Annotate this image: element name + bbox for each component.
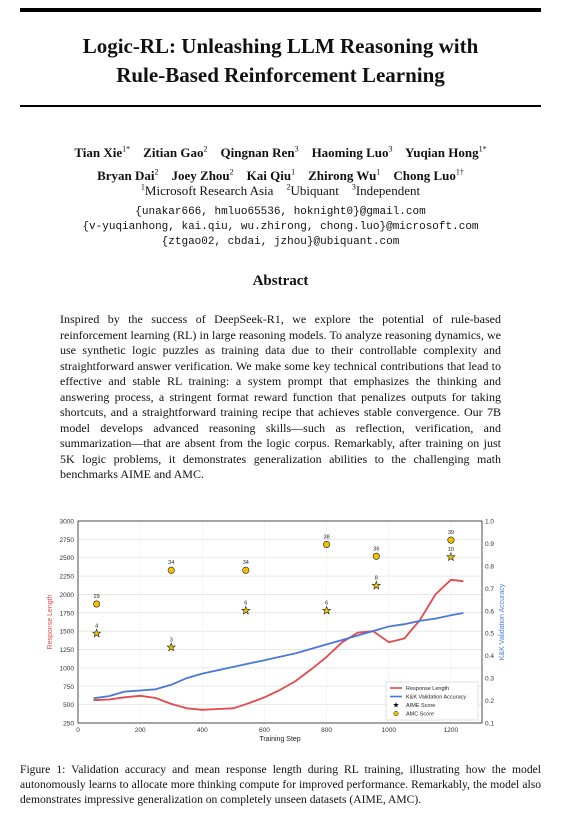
training-chart [0, 510, 561, 750]
y-tick-label-right: 0.8 [485, 563, 495, 571]
y-tick-label-left: 1250 [59, 647, 74, 655]
y-tick-label-right: 0.6 [485, 608, 495, 616]
y-tick-label-right: 0.7 [485, 585, 495, 593]
author: Bryan Dai$^2$ [97, 167, 159, 183]
y-tick-label-left: 250 [63, 720, 74, 728]
y-tick-label-right: 0.3 [485, 675, 495, 683]
y-tick-label-right: 0.4 [485, 653, 495, 661]
y-tick-label-left: 1500 [59, 628, 74, 636]
amc-marker [243, 567, 249, 573]
y-tick-label-right: 0.1 [485, 720, 495, 728]
legend-swatch [394, 711, 399, 716]
abstract-text: Inspired by the success of DeepSeek-R1, we explore the potential of rule-based reinforcement learning (RL) in large reasoning models. To analyze reasoning dynamics, we use synthetic logic puzzles as training data due to their controllable complexity and straightforward answer verification. We make some key technical contributions that lead to effective and stable RL training: a system prompt that emphasizes the thinking and answering process, a stringent format reward function that penalizes outputs for taking shortcuts, and a straightforward training recipe that achieves stable convergence. Our 7B model develops advanced reasoning skills—such as reflection, verification, and summarization—that are absent from the logic corpus. Remarkably, after training on just 5K logic problems, it demonstrates generalization abilities to the challenging math benchmarks AIME and AMC. [60, 312, 501, 481]
score-label: 36 [373, 546, 380, 553]
affiliation: $^3$Independent [351, 183, 421, 199]
y-tick-label-left: 1750 [59, 610, 74, 618]
score-label: 38 [323, 534, 330, 541]
author: Haoming Luo$^3$ [311, 145, 393, 161]
y-axis-label-right: K&K Validation Accuracy [499, 583, 506, 661]
y-tick-label-left: 750 [63, 683, 74, 691]
legend-label: AIME Score [406, 703, 436, 709]
author: Chong Luo$^{1\dagger}$ [393, 167, 464, 183]
score-label: 34 [242, 560, 249, 567]
author-list [0, 140, 561, 185]
y-tick-label-left: 500 [63, 702, 74, 710]
figure-caption: Figure 1: Validation accuracy and mean response length during RL training, illustrating how the model autonomously learns to allocate more thinking compute for improved performance. Remarkably, the model also demonstrates impressive generalization on completely unseen datasets (AIME, AMC). [20, 763, 541, 806]
email-list [0, 205, 561, 250]
score-label: 3 [169, 637, 173, 644]
score-label: 29 [93, 594, 100, 601]
y-tick-label-left: 3000 [59, 518, 74, 526]
score-label: 6 [244, 600, 248, 607]
y-tick-label-right: 0.5 [485, 630, 495, 638]
authors-line-1 [0, 140, 561, 162]
score-label: 4 [95, 623, 99, 630]
amc-marker [168, 567, 174, 573]
y-axis-label-left: Response Length [47, 594, 54, 650]
y-tick-label-left: 1000 [59, 665, 74, 673]
x-tick-label: 600 [259, 727, 270, 734]
email-line: {unakar666, hmluo65536, hoknight0}@gmail.com [135, 206, 426, 218]
x-tick-label: 0 [76, 727, 80, 734]
author: Joey Zhou$^2$ [171, 167, 234, 183]
figure-1 [0, 510, 561, 750]
score-label: 39 [447, 530, 454, 537]
legend-label: K&K Validation Accuracy [406, 694, 467, 701]
abstract-heading: Abstract [252, 273, 309, 289]
x-tick-label: 800 [321, 727, 333, 734]
score-label: 8 [374, 575, 378, 582]
y-tick-label-left: 2250 [59, 573, 74, 581]
y-tick-label-left: 2500 [59, 555, 74, 563]
y-tick-label-right: 0.9 [485, 540, 495, 548]
aime-marker [372, 581, 380, 589]
affiliation: $^2$Ubiquant [286, 183, 339, 199]
author: Qingnan Ren$^3$ [220, 145, 299, 161]
author: Tian Xie$^{1*}$ [74, 145, 131, 161]
x-tick-label: 1200 [443, 727, 459, 734]
score-label: 34 [168, 560, 175, 567]
top-rule [20, 8, 541, 12]
y-tick-label-left: 2750 [59, 536, 74, 544]
score-label: 6 [325, 600, 329, 607]
x-tick-label: 400 [196, 727, 208, 734]
email-line: {v-yuqianhong, kai.qiu, wu.zhirong, chong.luo}@microsoft.com [82, 221, 479, 233]
email-line: {ztgao02, cbdai, jzhou}@ubiquant.com [161, 236, 400, 248]
author: Kai Qiu$^1$ [246, 167, 296, 183]
author: Zitian Gao$^2$ [143, 145, 208, 161]
paper-title [20, 32, 541, 90]
x-tick-label: 1000 [381, 727, 397, 734]
amc-marker [323, 541, 329, 547]
amc-marker [373, 553, 379, 559]
aime-marker [93, 629, 101, 637]
y-tick-label-left: 2000 [59, 591, 74, 599]
affiliations [0, 180, 561, 199]
y-tick-label-right: 1.0 [485, 518, 495, 526]
author: Yuqian Hong$^{1*}$ [405, 145, 487, 161]
title-rule [20, 105, 541, 107]
title-line-1: Logic-RL: Unleashing LLM Reasoning with [82, 34, 479, 58]
amc-marker [448, 537, 454, 543]
x-tick-label: 200 [134, 727, 146, 734]
affiliation: $^1$Microsoft Research Asia [140, 183, 274, 199]
y-tick-label-right: 0.2 [485, 698, 495, 706]
amc-marker [93, 601, 99, 607]
score-label: 10 [447, 546, 454, 553]
legend-label: AMC Score [406, 711, 435, 718]
x-axis-label: Training Step [259, 736, 301, 743]
title-line-2: Rule-Based Reinforcement Learning [116, 63, 445, 87]
legend-label: Response Length [406, 686, 450, 692]
author: Zhirong Wu$^1$ [308, 167, 381, 183]
